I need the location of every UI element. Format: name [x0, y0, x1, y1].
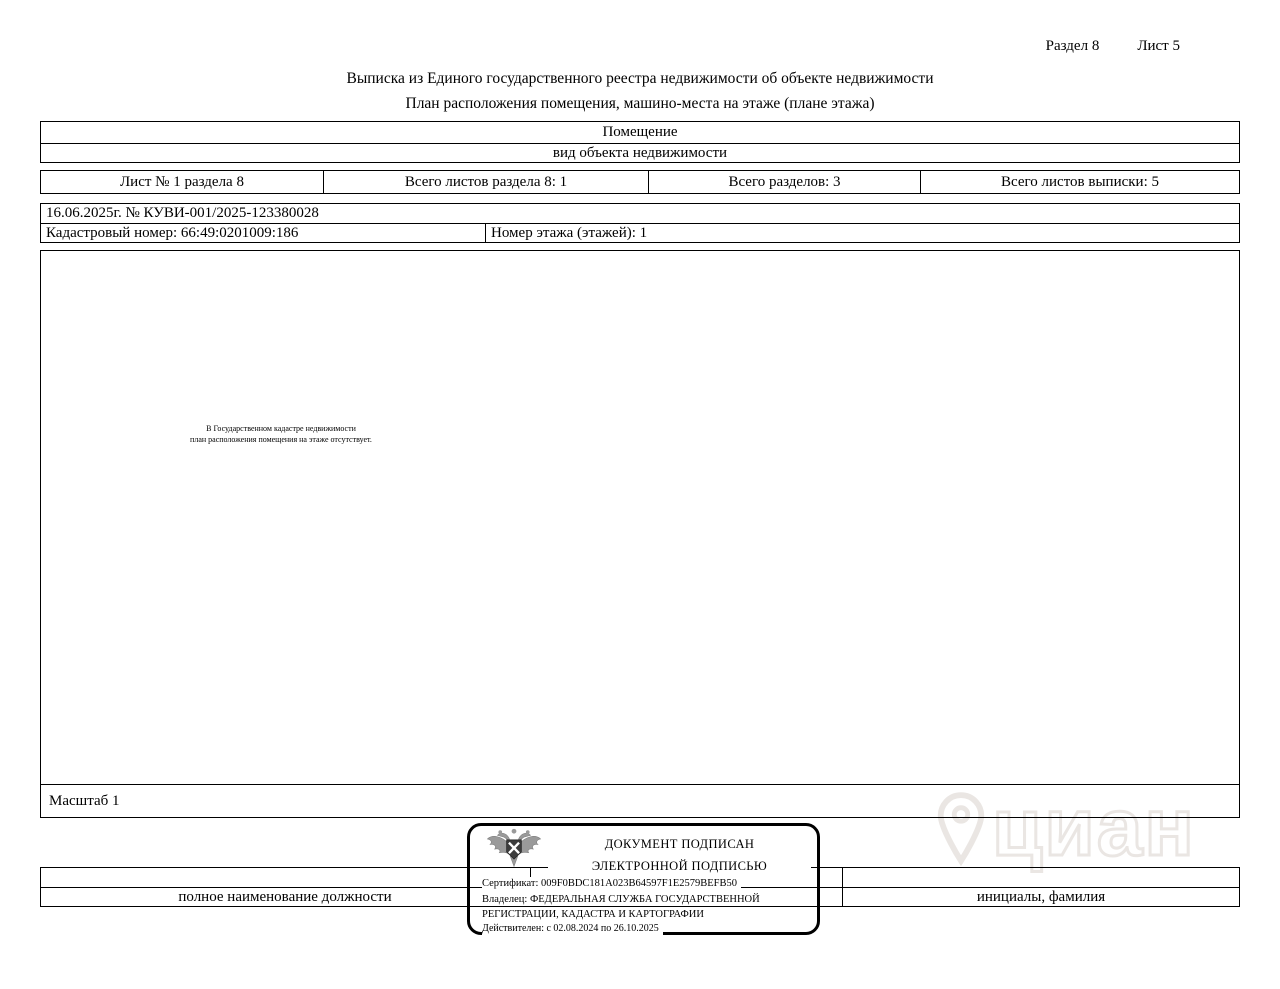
plan-absence-note: [181, 423, 381, 445]
position-caption: полное наименование должности: [178, 889, 392, 905]
scale-label: Масштаб 1: [49, 793, 120, 809]
doc-date-number: 16.06.2025г. № КУВИ-001/2025-123380028: [41, 204, 1239, 224]
section-label: Раздел 8: [1045, 38, 1100, 54]
name-caption: инициалы, фамилия: [976, 889, 1106, 905]
plan-absence-line2: план расположения помещения на этаже отсутствует.: [190, 435, 372, 444]
cadastral-number: Кадастровый номер: 66:49:0201009:186: [41, 224, 486, 243]
header-meta: [1046, 38, 1180, 55]
document-title: Выписка из Единого государственного реестра недвижимости об объекте недвижимости: [346, 70, 934, 87]
sheet-counts-table: [40, 170, 1240, 194]
floor-plan-area: [40, 250, 1240, 818]
stamp-validity: Действителен: с 02.08.2024 по 26.10.2025: [482, 922, 663, 935]
object-type-table: [40, 121, 1240, 163]
stamp-title-line2: ЭЛЕКТРОННОЙ ПОДПИСЬЮ: [548, 859, 811, 874]
document-subtitle: План расположения помещения, машино-места на этаже (плане этажа): [405, 95, 875, 112]
sheet-counts-cell: Лист № 1 раздела 8: [41, 171, 324, 193]
stamp-certificate: Сертификат: 009F0BDC181A023B64597F1E2579BEFB50: [482, 877, 741, 890]
sheet-counts-cell: Всего листов раздела 8: 1: [324, 171, 649, 193]
stamp-owner-line1: Владелец: ФЕДЕРАЛЬНАЯ СЛУЖБА ГОСУДАРСТВЕННОЙ: [482, 893, 764, 906]
rosreestr-emblem-icon: [483, 828, 545, 872]
object-type-caption: вид объекта недвижимости: [552, 145, 728, 161]
plan-absence-line1: В Государственном кадастре недвижимости: [206, 424, 356, 433]
digital-signature-stamp: [467, 823, 820, 935]
sheet-counts-cell: Всего разделов: 3: [649, 171, 921, 193]
watermark-text: циан: [992, 782, 1196, 873]
sheet-label: Лист 5: [1137, 38, 1180, 54]
sheet-counts-cell: Всего листов выписки: 5: [1001, 174, 1159, 190]
stamp-title-line1: ДОКУМЕНТ ПОДПИСАН: [548, 837, 811, 852]
floor-number: Номер этажа (этажей): 1: [491, 225, 648, 241]
object-type-value: Помещение: [41, 122, 1239, 144]
scale-row-divider: [41, 784, 1239, 785]
doc-info-table: [40, 203, 1240, 243]
stamp-owner-line2: РЕГИСТРАЦИИ, КАДАСТРА И КАРТОГРАФИИ: [482, 908, 708, 921]
